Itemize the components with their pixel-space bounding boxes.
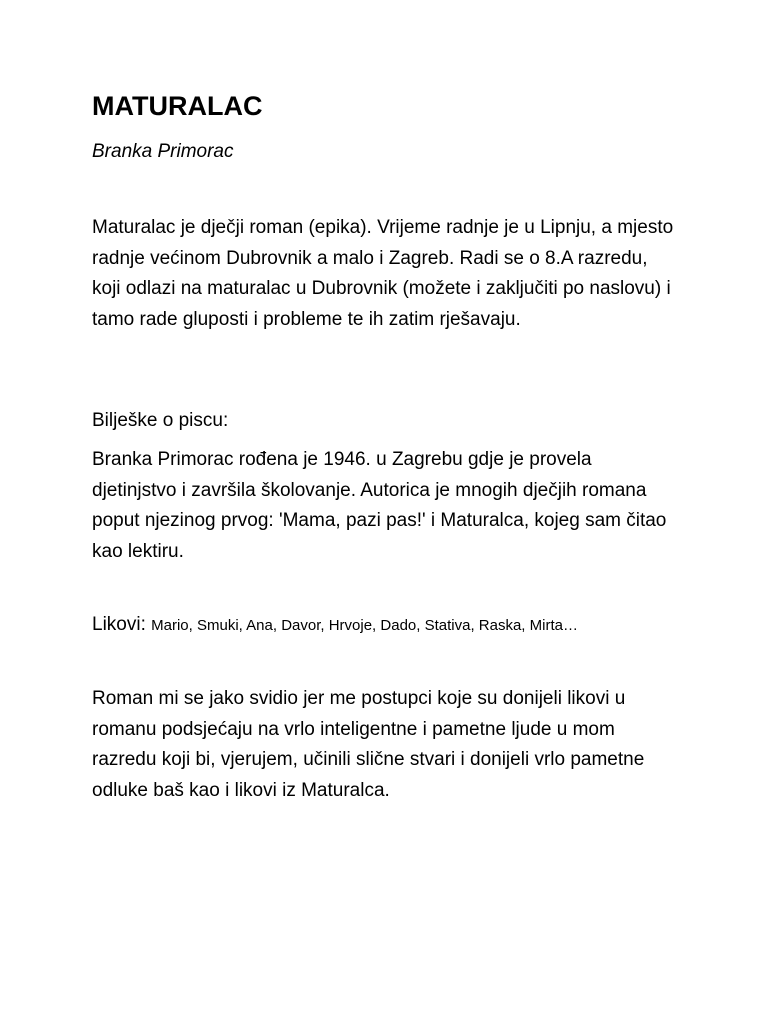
bio-paragraph: Branka Primorac rođena je 1946. u Zagrebu gdje je provela djetinjstvo i završila školovanje. Autorica je mnogih dječjih romana poput njezinog prvog: 'Mama, pazi pas!' i Maturalca, kojeg sam čitao kao lektiru. [92,449,667,562]
author-name: Branka Primorac [92,141,234,162]
characters-line [92,611,578,640]
bio-heading: Bilješke o piscu: [92,410,229,431]
characters-label: Likovi: [92,614,152,635]
opinion-paragraph: Roman mi se jako svidio jer me postupci koje su donijeli likovi u romanu podsjećaju na vrlo inteligentne i pametne ljude u mom razredu koji bi, vjerujem, učinili slične stvari i donijeli vrlo pametne odluke baš kao i likovi iz Maturalca. [92,688,645,801]
intro-paragraph: Maturalac je dječji roman (epika). Vrijeme radnje je u Lipnju, a mjesto radnje većinom Dubrovnik a malo i Zagreb. Radi se o 8.A razredu, koji odlazi na maturalac u Dubrovnik (možete i zaključiti po naslovu) i tamo rade gluposti i probleme te ih zatim rješavaju. [92,217,674,330]
document-title: MATURALAC [92,91,263,121]
characters-list: Mario, Smuki, Ana, Davor, Hrvoje, Dado, Stativa, Raska, Mirta… [151,617,578,634]
